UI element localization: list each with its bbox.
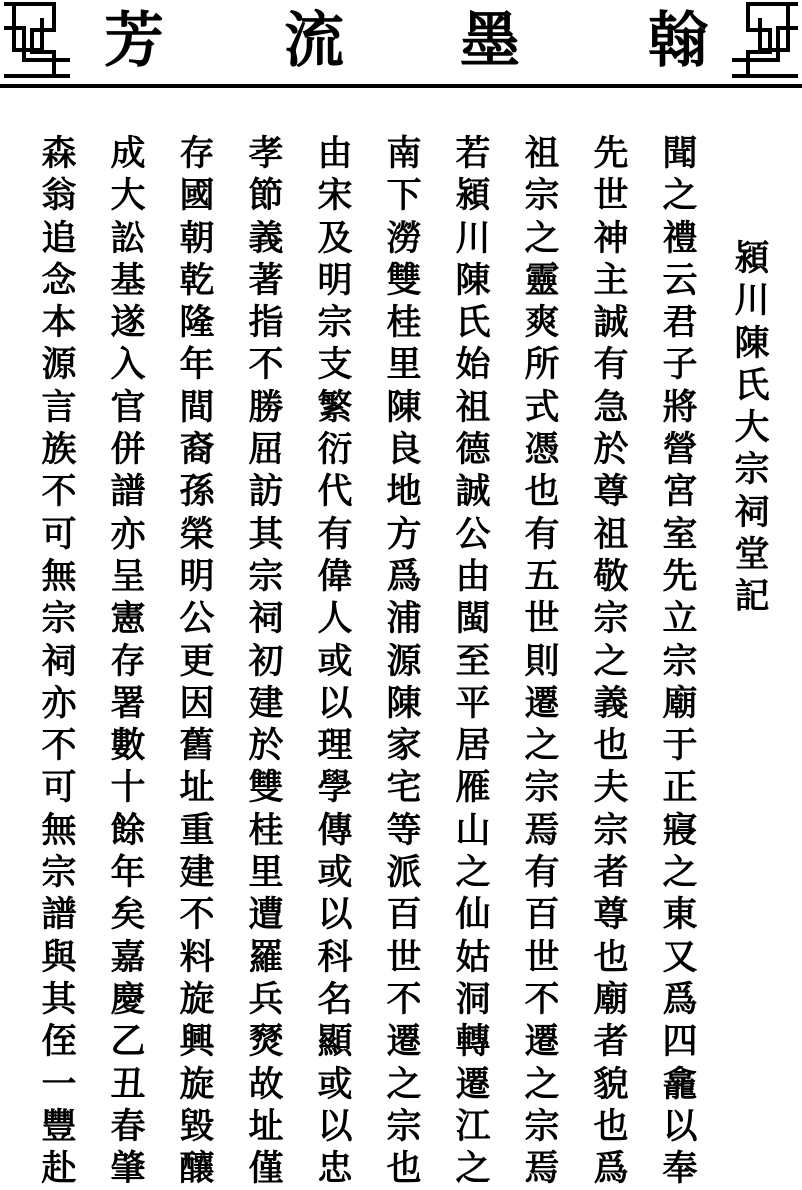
text-column-6: 由宋及明宗支繁衍代有偉人或以理學傳或以科名顯或以忠 bbox=[317, 133, 353, 1190]
banner-char-2: 流 bbox=[284, 6, 344, 76]
text-column-8: 存國朝乾隆年間裔孫榮明公更因舊址重建不料旋興旋毀釀 bbox=[179, 133, 215, 1190]
text-column-9: 成大訟基遂入官併譜亦呈憲存署數十餘年矣嘉慶乙丑春肇 bbox=[110, 133, 146, 1190]
banner-char-4: 翰 bbox=[648, 6, 708, 76]
text-column-1: 聞之禮云君子將營宮室先立宗廟于正寢之東又爲四龕以奉 bbox=[662, 133, 698, 1190]
document-title: 潁川陳氏大宗祠堂記 bbox=[734, 238, 770, 618]
text-column-3: 祖宗之靈爽所式憑也有五世則遷之宗焉有百世不遷之宗焉 bbox=[524, 133, 560, 1190]
text-column-7: 孝節義著指不勝屈訪其宗祠初建於雙桂里遭羅兵燹故址僅 bbox=[248, 133, 284, 1190]
text-column-4: 若潁川陳氏始祖德誠公由閩至平居雁山之仙姑洞轉遷江之 bbox=[455, 133, 491, 1190]
text-column-10: 森翁追念本源言族不可無宗祠亦不可無宗譜與其侄一豐赴 bbox=[41, 133, 77, 1190]
text-column-5: 南下澇雙桂里陳良地方爲浦源陳家宅等派百世不遷之宗也 bbox=[386, 133, 422, 1190]
banner-char-1: 芳 bbox=[104, 6, 164, 76]
text-column-2: 先世神主誠有急於尊祖敬宗之義也夫宗者尊也廟者貌也爲 bbox=[593, 133, 629, 1190]
banner-char-3: 墨 bbox=[460, 6, 520, 76]
